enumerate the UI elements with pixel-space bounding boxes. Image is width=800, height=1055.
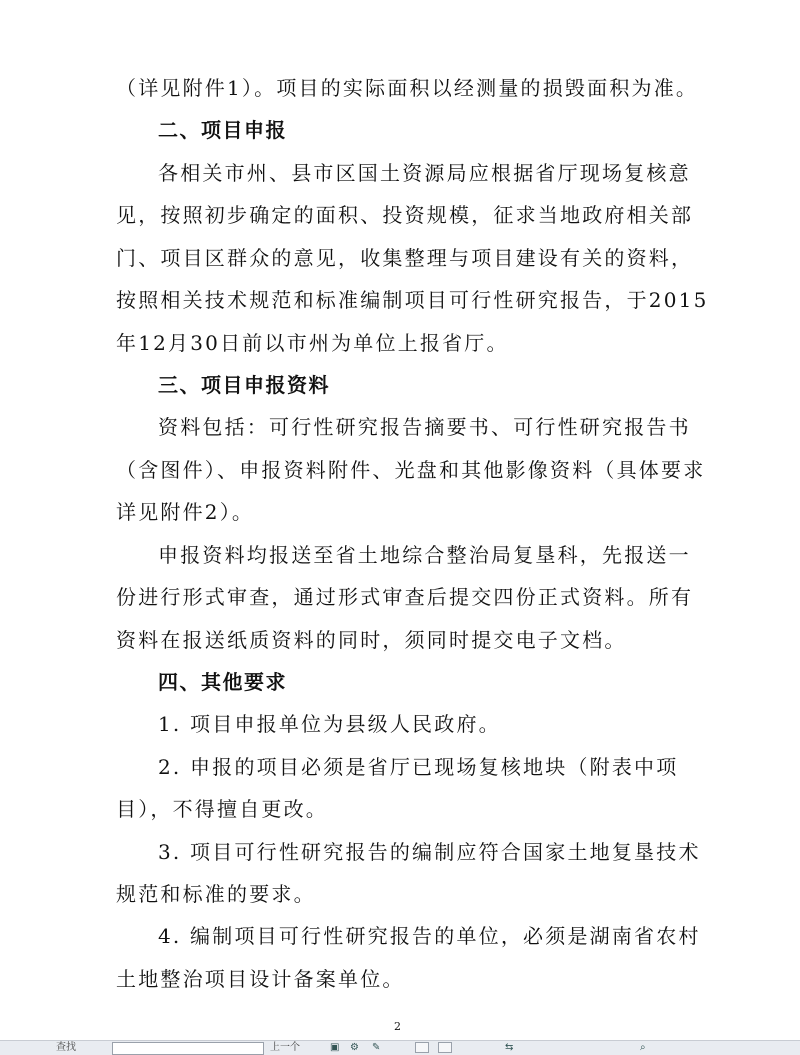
list-item: 3. 项目可行性研究报告的编制应符合国家土地复垦技术 <box>158 840 701 864</box>
paragraph-line: （详见附件1）。项目的实际面积以经测量的损毁面积为准。 <box>116 76 699 100</box>
list-item: 1. 项目申报单位为县级人民政府。 <box>158 712 501 736</box>
list-item: 2. 申报的项目必须是省厅已现场复核地块（附表中项 <box>158 755 679 779</box>
page-number: 2 <box>394 1020 401 1033</box>
paragraph-line: 见，按照初步确定的面积、投资规模，征求当地政府相关部 <box>116 203 694 227</box>
section-heading-3: 三、项目申报资料 <box>158 373 330 397</box>
paragraph-line: 各相关市州、县市区国土资源局应根据省厅现场复核意 <box>158 161 691 185</box>
arrow-icon[interactable]: ⇆ <box>505 1042 514 1053</box>
grid-icon[interactable] <box>415 1042 429 1053</box>
bottom-toolbar <box>0 1040 800 1055</box>
list-item: 4. 编制项目可行性研究报告的单位，必须是湖南省农村 <box>158 924 701 948</box>
paragraph-line: 年12月30日前以市州为单位上报省厅。 <box>116 331 509 355</box>
paragraph-line: 门、项目区群众的意见，收集整理与项目建设有关的资料， <box>116 246 694 270</box>
find-label: 查找 <box>56 1042 76 1053</box>
list-item-continuation: 土地整治项目设计备案单位。 <box>116 967 405 991</box>
search-icon[interactable]: ⌕ <box>640 1042 646 1053</box>
section-heading-2: 二、项目申报 <box>158 118 287 142</box>
list-icon[interactable] <box>438 1042 452 1053</box>
settings-icon[interactable]: ⚙ <box>350 1042 359 1053</box>
paragraph-line: 按照相关技术规范和标准编制项目可行性研究报告，于2015 <box>116 288 709 312</box>
paragraph-line: 资料包括：可行性研究报告摘要书、可行性研究报告书 <box>158 415 691 439</box>
list-item-continuation: 规范和标准的要求。 <box>116 882 316 906</box>
paragraph-line: 申报资料均报送至省土地综合整治局复垦科，先报送一 <box>158 543 691 567</box>
paragraph-line: 份进行形式审查，通过形式审查后提交四份正式资料。所有 <box>116 585 694 609</box>
paragraph-line: （含图件）、申报资料附件、光盘和其他影像资料（具体要求 <box>116 458 706 482</box>
section-heading-4: 四、其他要求 <box>158 670 287 694</box>
paragraph-line: 资料在报送纸质资料的同时，须同时提交电子文档。 <box>116 628 627 652</box>
page-icon[interactable]: ▣ <box>330 1042 340 1053</box>
find-input[interactable] <box>112 1042 264 1055</box>
previous-label[interactable]: 上一个 <box>270 1042 300 1053</box>
paragraph-line: 详见附件2）。 <box>116 500 255 524</box>
pen-icon[interactable]: ✎ <box>372 1042 381 1053</box>
list-item-continuation: 目），不得擅自更改。 <box>116 797 328 821</box>
